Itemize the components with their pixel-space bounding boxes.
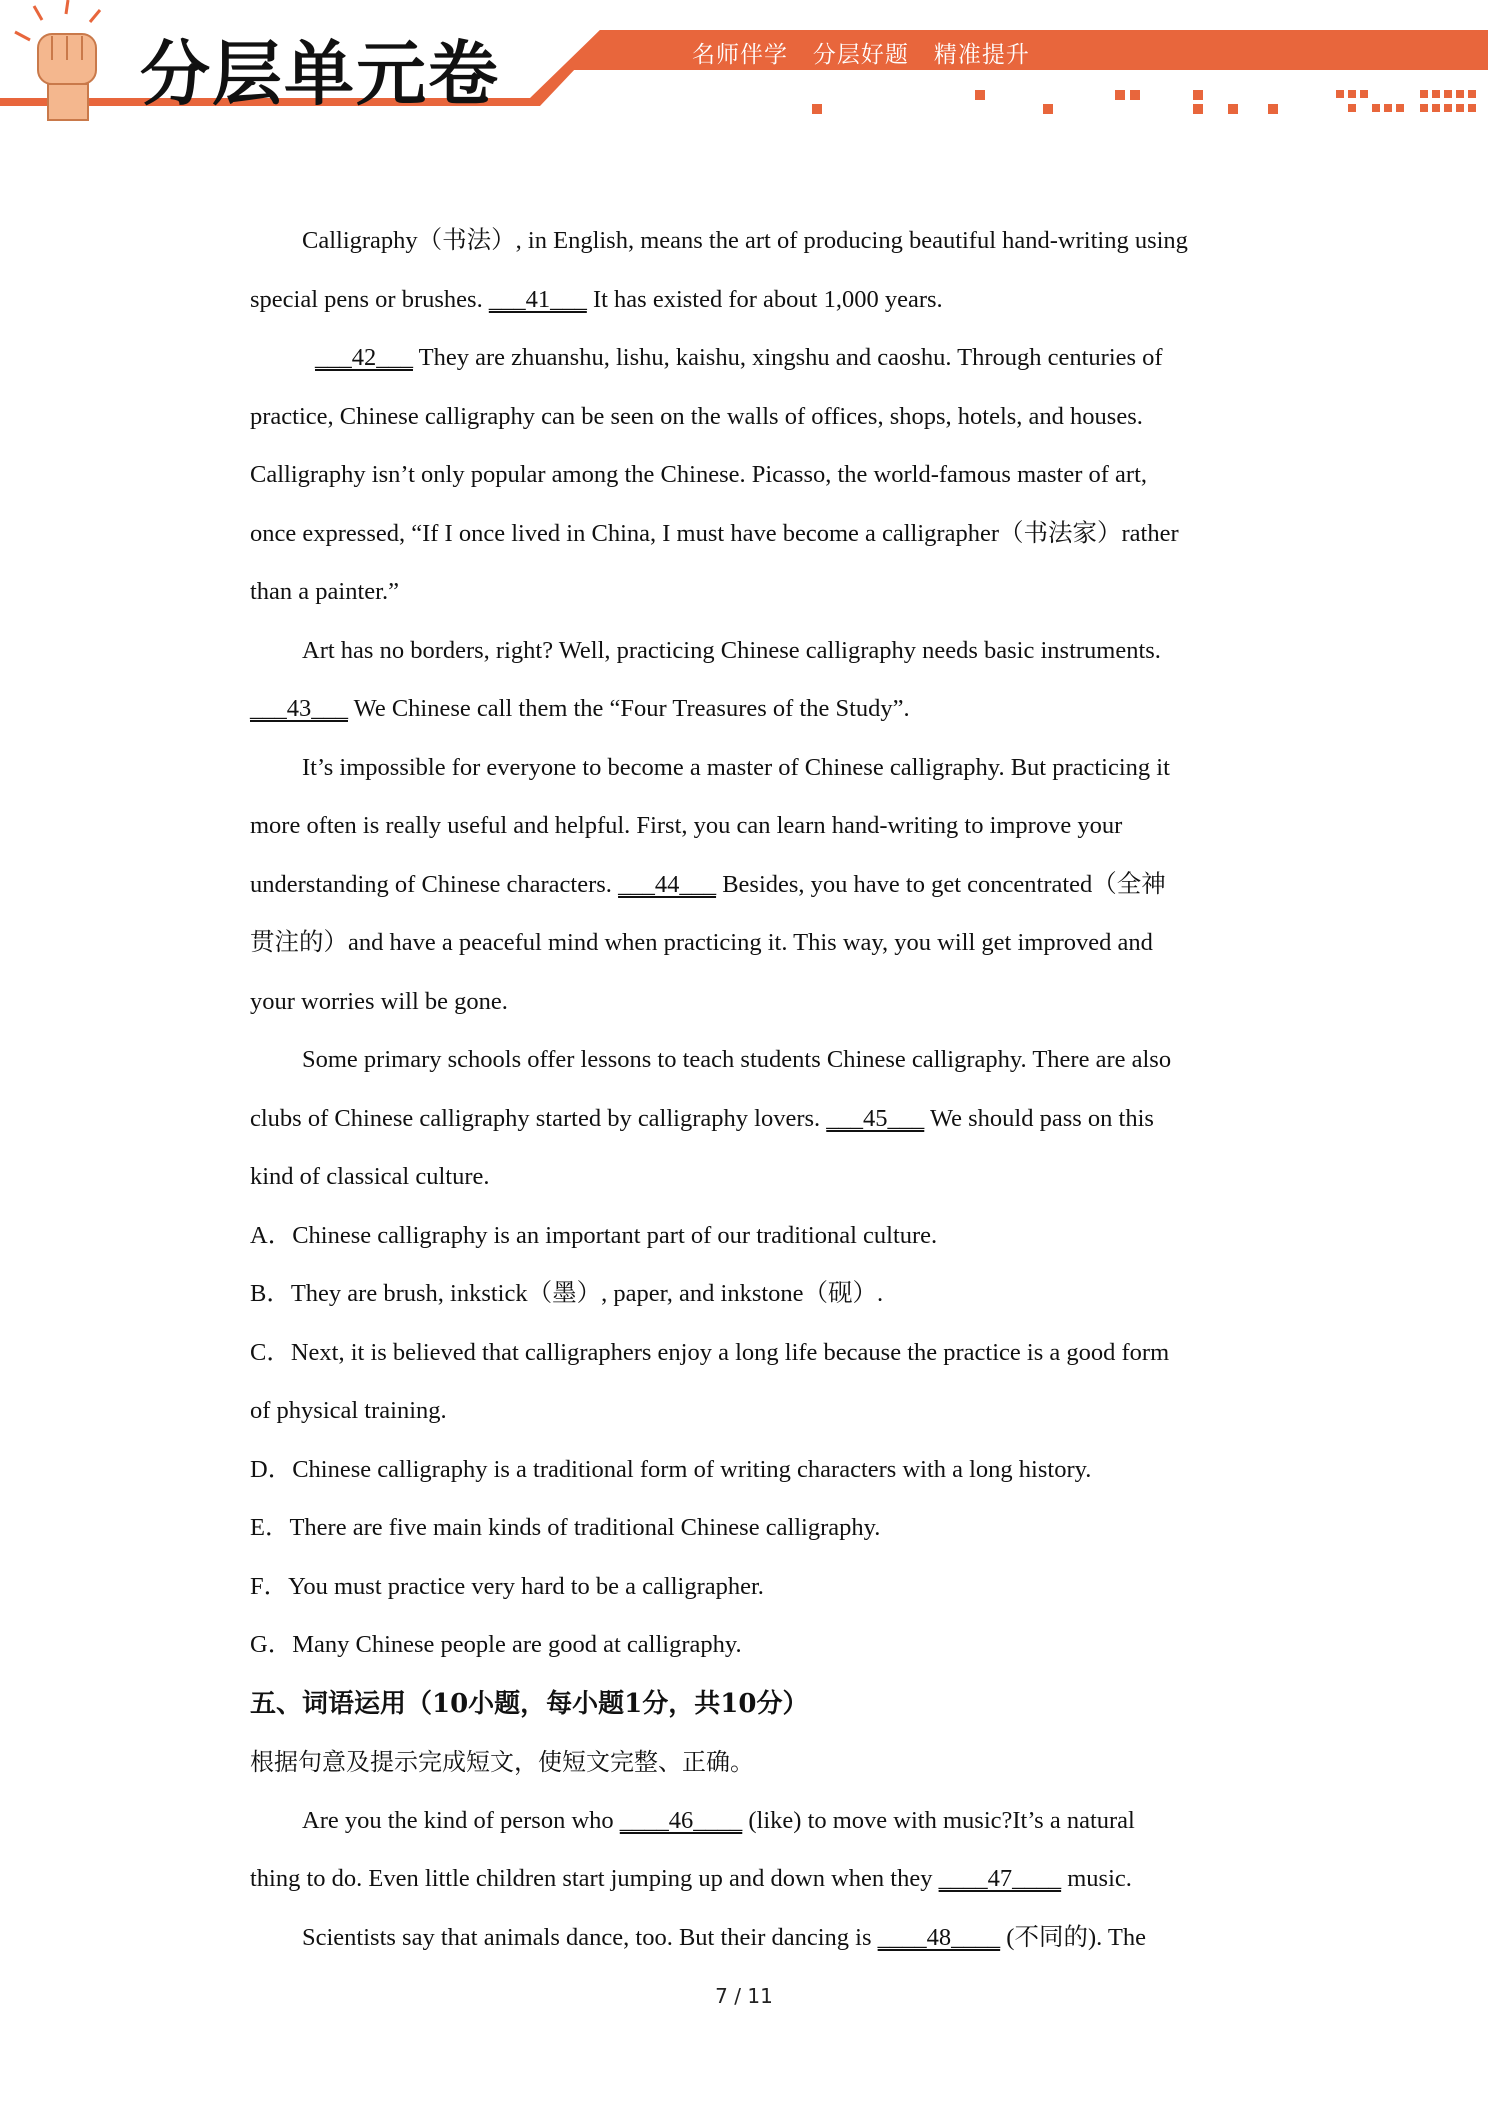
paragraph-line: Some primary schools offer lessons to teach students Chinese calligraphy. There are also: [302, 1046, 1172, 1073]
blank-47: ____47____: [938, 1865, 1062, 1892]
option-g: G．Many Chinese people are good at calligraphy.: [250, 1631, 742, 1658]
paragraph-line: clubs of Chinese calligraphy started by calligraphy lovers. ___45___ We should pass on this: [250, 1104, 1154, 1132]
section-instruction: 根据句意及提示完成短文，使短文完整、正确。: [250, 1748, 754, 1776]
paragraph-line: 贯注的）and have a peaceful mind when practicing it. This way, you will get improved and: [250, 929, 1153, 956]
blank-41: ___41___: [488, 285, 587, 313]
page-content: [250, 212, 1240, 1967]
paragraph-line: Calligraphy（书法）, in English, means the art of producing beautiful hand-writing using: [302, 227, 1188, 254]
brand-title: 分层单元卷: [140, 33, 500, 115]
blank-46: ____46____: [619, 1806, 743, 1834]
section-title: 五、词语运用（10小题，每小题1分，共10分）: [250, 1688, 809, 1719]
fist-icon: [10, 0, 130, 130]
paragraph-line: Scientists say that animals dance, too. But their dancing is ____48____ (不同的). The: [302, 1923, 1146, 1951]
paragraph-line: Art has no borders, right? Well, practicing Chinese calligraphy needs basic instruments.: [302, 636, 1161, 664]
paragraph-line: practice, Chinese calligraphy can be seen on the walls of offices, shops, hotels, and houses.: [250, 402, 1143, 430]
blank-44: ___44___: [618, 870, 717, 898]
blank-45: ___45___: [826, 1104, 925, 1132]
header-slogan: 名师伴学 分层好题 精准提升: [692, 42, 1030, 68]
paragraph-line: thing to do. Even little children start jumping up and down when they ____47____ music.: [250, 1865, 1132, 1892]
paragraph-line: ___42___ They are zhuanshu, lishu, kaishu, xingshu and caoshu. Through centuries of: [315, 344, 1163, 371]
option-b: B．They are brush, inkstick（墨）, paper, and inkstone（砚）.: [250, 1280, 884, 1307]
paragraph-line: special pens or brushes. ___41___ It has existed for about 1,000 years.: [250, 285, 943, 313]
paragraph-line: kind of classical culture.: [250, 1163, 490, 1190]
blank-42: ___42___: [315, 344, 413, 371]
option-c: C．Next, it is believed that calligraphers enjoy a long life because the practice is a good form: [250, 1338, 1170, 1366]
blank-43: ___43___: [250, 695, 348, 722]
page-header: [0, 0, 1488, 130]
option-d: D．Chinese calligraphy is a traditional form of writing characters with a long history.: [250, 1455, 1092, 1483]
paragraph-line: It’s impossible for everyone to become a master of Chinese calligraphy. But practicing it: [302, 753, 1170, 781]
page-number: 7 / 11: [715, 1984, 773, 2008]
option-f: F．You must practice very hard to be a calligrapher.: [250, 1572, 764, 1600]
blank-48: ____48____: [877, 1923, 1001, 1951]
paragraph-line: Calligraphy isn’t only popular among the Chinese. Picasso, the world-famous master of art,: [250, 461, 1148, 488]
option-c-continued: of physical training.: [250, 1397, 447, 1424]
paragraph-line: your worries will be gone.: [250, 987, 508, 1015]
paragraph-line: ___43___ We Chinese call them the “Four Treasures of the Study”.: [250, 695, 910, 722]
option-a: A．Chinese calligraphy is an important part of our traditional culture.: [250, 1221, 938, 1249]
paragraph-line: once expressed, “If I once lived in China, I must have become a calligrapher（书法家）rather: [250, 519, 1179, 547]
paragraph-line: more often is really useful and helpful. First, you can learn hand-writing to improve your: [250, 812, 1123, 839]
option-e: E．There are five main kinds of traditional Chinese calligraphy.: [250, 1514, 881, 1541]
paragraph-line: than a painter.”: [250, 578, 399, 605]
paragraph-line: Are you the kind of person who ____46____ (like) to move with music?It’s a natural: [302, 1806, 1135, 1834]
paragraph-line: understanding of Chinese characters. ___44___ Besides, you have to get concentrated（全神: [250, 870, 1166, 898]
